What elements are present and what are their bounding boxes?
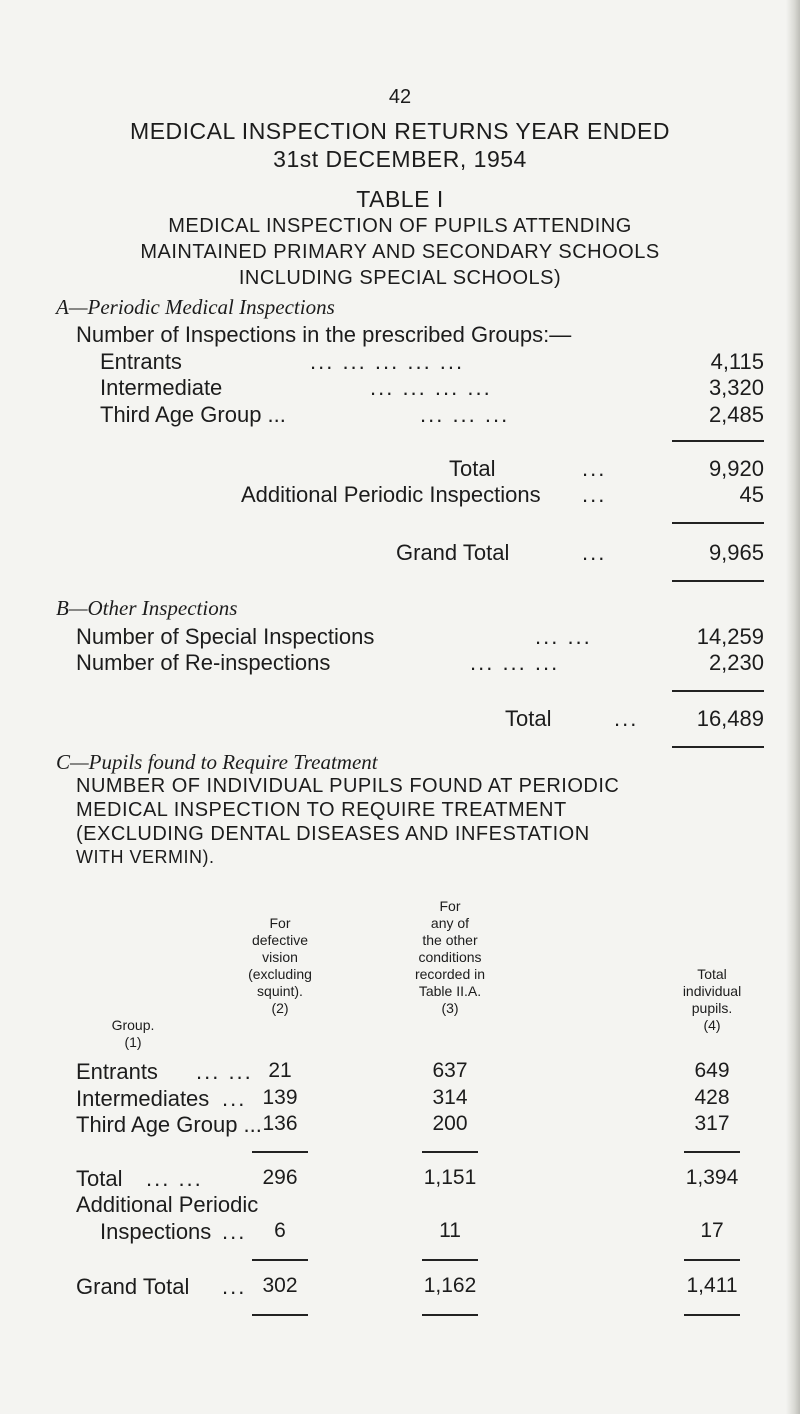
column-rule	[684, 1314, 740, 1316]
table-cell: 317	[694, 1112, 730, 1135]
column-rule	[684, 1259, 740, 1261]
grand-total-label: Grand Total	[396, 540, 510, 565]
subtitle-line2: MAINTAINED PRIMARY AND SECONDARY SCHOOLS	[140, 241, 660, 263]
row-leader-dots: ... ...	[146, 1166, 203, 1191]
column-rule	[684, 1151, 740, 1153]
total-value: 9,920	[708, 456, 764, 481]
row-value-entrants: 4,115	[710, 349, 764, 374]
section-c-intro-line1: NUMBER OF INDIVIDUAL PUPILS FOUND AT PERIODIC	[76, 775, 620, 797]
row-value-special: 14,259	[696, 624, 764, 649]
table-total-label: Total	[76, 1166, 123, 1191]
table-cell: 296	[262, 1166, 298, 1189]
section-c-intro-line4: WITH VERMIN).	[76, 847, 215, 867]
table-cell: 1,411	[686, 1274, 738, 1297]
subtitle-line1: MEDICAL INSPECTION OF PUPILS ATTENDING	[168, 215, 632, 237]
table-title: TABLE I	[356, 186, 444, 212]
row-label-entrants: Entrants	[100, 349, 182, 374]
table-cell: 17	[700, 1219, 724, 1242]
grand-total-value: 9,965	[708, 540, 764, 565]
table-cell: 6	[274, 1219, 286, 1242]
table-row-label: Third Age Group ...	[76, 1112, 262, 1137]
table-additional-label: Additional Periodic	[76, 1192, 259, 1217]
row-leader-dots: ...	[582, 540, 607, 565]
section-c-intro-line2: MEDICAL INSPECTION TO REQUIRE TREATMENT	[76, 799, 567, 821]
row-label-special: Number of Special Inspections	[76, 624, 375, 649]
table-additional-label: Inspections	[100, 1219, 212, 1244]
section-c-intro-line3: (EXCLUDING DENTAL DISEASES AND INFESTATION	[76, 823, 590, 845]
section-a-heading: A—Periodic Medical Inspections	[56, 295, 335, 319]
section-a-intro: Number of Inspections in the prescribed Groups:—	[76, 322, 572, 347]
additional-value: 45	[739, 482, 764, 507]
column-header-group: Group. (1)	[111, 1017, 155, 1050]
table-cell: 21	[268, 1059, 292, 1082]
column-header-total-pupils: Total individual pupils. (4)	[682, 966, 742, 1033]
row-leader-dots: ... ...	[196, 1059, 253, 1084]
table-cell: 314	[432, 1086, 468, 1109]
section-b-heading: B—Other Inspections	[56, 596, 238, 620]
table-cell: 11	[439, 1219, 461, 1242]
table-cell: 139	[262, 1086, 298, 1109]
row-leader-dots: ...	[614, 706, 639, 731]
column-header-defective-vision: For defective vision (excluding squint). (2)	[248, 915, 312, 1016]
section-end-rule	[672, 746, 764, 748]
page-title-line1: MEDICAL INSPECTION RETURNS YEAR ENDED	[130, 118, 670, 144]
row-leader-dots: ... ... ...	[420, 402, 510, 427]
row-leader-dots: ...	[222, 1274, 247, 1299]
additional-label: Additional Periodic Inspections	[241, 482, 541, 507]
table-cell: 302	[262, 1274, 298, 1297]
table-cell: 649	[694, 1059, 730, 1082]
column-header-other-conditions: For any of the other conditions recorded in Table II.A. (3)	[414, 898, 486, 1016]
table-cell: 1,394	[685, 1166, 739, 1189]
row-leader-dots: ...	[582, 482, 607, 507]
grand-total-rule	[672, 522, 764, 524]
row-label-intermediate: Intermediate	[100, 375, 223, 400]
row-label-reinspections: Number of Re-inspections	[76, 650, 331, 675]
column-rule	[252, 1151, 308, 1153]
table-cell: 1,162	[423, 1274, 477, 1297]
column-rule	[422, 1314, 478, 1316]
total-label: Total	[449, 456, 496, 481]
column-rule	[422, 1151, 478, 1153]
row-leader-dots: ... ...	[535, 624, 592, 649]
row-leader-dots: ...	[582, 456, 607, 481]
row-leader-dots: ...	[222, 1086, 247, 1111]
column-rule	[422, 1259, 478, 1261]
table-cell: 637	[432, 1059, 468, 1082]
section-c-heading: C—Pupils found to Require Treatment	[56, 750, 378, 774]
row-value-intermediate: 3,320	[708, 375, 764, 400]
table-cell: 428	[694, 1086, 730, 1109]
row-leader-dots: ... ... ...	[470, 650, 560, 675]
subtotal-rule	[672, 690, 764, 692]
page-title-line2: 31st DECEMBER, 1954	[273, 146, 527, 172]
page-number: 42	[388, 86, 412, 108]
table-row-label: Entrants	[76, 1059, 158, 1084]
table-cell: 136	[262, 1112, 298, 1135]
subtitle-line3: INCLUDING SPECIAL SCHOOLS)	[238, 267, 562, 289]
table-row-label: Intermediates	[76, 1086, 210, 1111]
row-value-reinspections: 2,230	[708, 650, 764, 675]
section-end-rule	[672, 580, 764, 582]
column-rule	[252, 1314, 308, 1316]
table-cell: 1,151	[423, 1166, 477, 1189]
table-grand-total-label: Grand Total	[76, 1274, 190, 1299]
row-label-third-age: Third Age Group ...	[100, 402, 286, 427]
row-leader-dots: ... ... ... ... ...	[310, 349, 465, 374]
total-label: Total	[505, 706, 552, 731]
row-leader-dots: ...	[222, 1219, 247, 1244]
row-leader-dots: ... ... ... ...	[370, 375, 492, 400]
row-value-third-age: 2,485	[708, 402, 764, 427]
column-rule	[252, 1259, 308, 1261]
total-value: 16,489	[696, 706, 764, 731]
subtotal-rule	[672, 440, 764, 442]
table-cell: 200	[432, 1112, 468, 1135]
